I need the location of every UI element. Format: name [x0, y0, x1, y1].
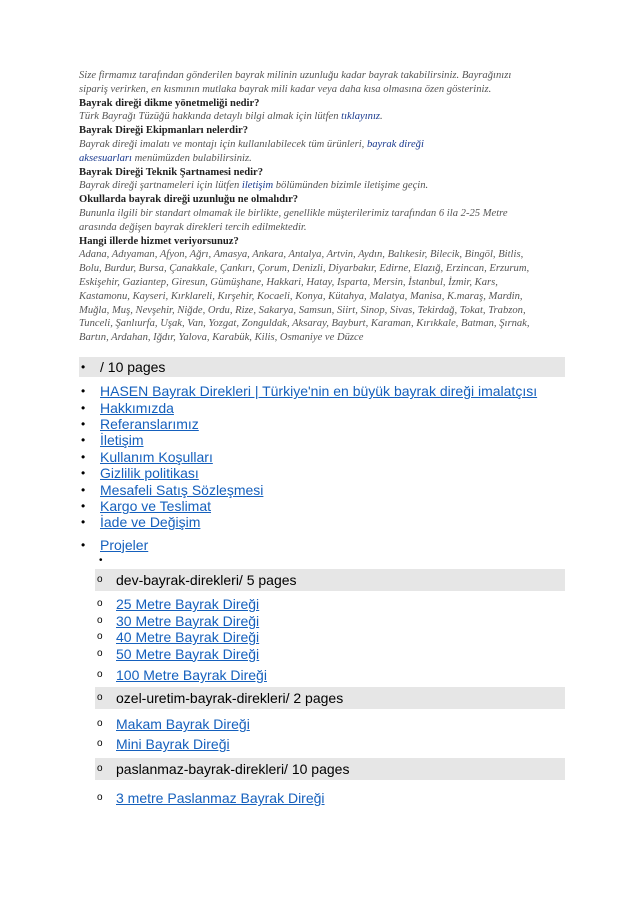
list-item	[79, 481, 565, 497]
bullet-disc: •	[81, 384, 86, 399]
list-item	[79, 449, 565, 465]
text: Bayrak direği imalatı ve montajı için kullanılabilecek tüm ürünleri,	[79, 138, 367, 150]
intro-paragraph	[79, 83, 569, 97]
bullet-disc: •	[81, 537, 86, 552]
cities-line: Tunceli, Şanlıurfa, Uşak, Van, Yozgat, Zonguldak, Aksaray, Bayburt, Karaman, Kırıkkale, Batman, Şırnak,	[79, 318, 530, 330]
page-link-3m-paslanmaz[interactable]: 3 metre Paslanmaz Bayrak Direği	[116, 790, 325, 807]
bullet-disc: •	[81, 400, 86, 415]
bullet-disc: •	[81, 449, 86, 464]
text: Bayrak direği şartnameleri için lütfen	[79, 180, 242, 192]
paragraph-tuzuk	[79, 110, 569, 124]
page-link-makam[interactable]: Makam Bayrak Direği	[116, 716, 250, 733]
bullet-circle: o	[97, 631, 103, 643]
paragraph-sartname	[79, 179, 569, 193]
heading-okullar: Okullarda bayrak direği uzunluğu ne olmalıdır?	[79, 194, 299, 206]
cities-line: Bartın, Ardahan, Iğdır, Yalova, Karabük, Kilis, Osmaniye ve Düzce	[79, 332, 364, 344]
paragraph-okullar	[79, 207, 569, 221]
bullet-circle: o	[97, 598, 103, 610]
heading-iller: Hangi illerde hizmet veriyorsunuz?	[79, 235, 239, 247]
bullet-disc: •	[81, 515, 86, 530]
bullet-circle: o	[97, 692, 103, 704]
heading-sartname: Bayrak Direği Teknik Şartnamesi nedir?	[79, 166, 264, 178]
bullet-disc: •	[81, 482, 86, 497]
bullet-circle: o	[97, 614, 103, 626]
page-link-50m[interactable]: 50 Metre Bayrak Direği	[116, 645, 260, 662]
list-item	[79, 498, 565, 514]
bullet-disc: •	[81, 433, 86, 448]
page-link-iade[interactable]: İade ve Değişim	[100, 514, 201, 531]
page-link-hakkimizda[interactable]: Hakkımızda	[100, 399, 174, 416]
list-item	[95, 613, 565, 629]
page-link-mini[interactable]: Mini Bayrak Direği	[116, 736, 230, 753]
cities-line: Eskişehir, Gaziantep, Giresun, Gümüşhane, Hakkari, Hatay, Isparta, Mersin, İstanbul, İzmir, Kars,	[79, 276, 498, 288]
page-link-iletisim[interactable]: İletişim	[100, 432, 144, 449]
page-link-30m[interactable]: 30 Metre Bayrak Direği	[116, 612, 260, 629]
bullet-circle: o	[97, 718, 103, 730]
page-link-25m[interactable]: 25 Metre Bayrak Direği	[116, 596, 260, 613]
text: .	[380, 111, 383, 123]
list-item	[95, 667, 565, 683]
page-link-40m[interactable]: 40 Metre Bayrak Direği	[116, 629, 260, 646]
bullet-circle: o	[97, 574, 103, 586]
bullet-disc: •	[81, 466, 86, 481]
cities-line: Kastamonu, Kayseri, Kırklareli, Kırşehir, Kocaeli, Konya, Kütahya, Malatya, Manisa, K.maraş, Mardin,	[79, 290, 523, 302]
page-link-100m[interactable]: 100 Metre Bayrak Direği	[116, 667, 267, 684]
list-item	[95, 553, 565, 569]
paragraph-ekipman-cont	[79, 152, 569, 166]
page-link-projeler[interactable]: Projeler	[100, 536, 149, 553]
heading-dikme: Bayrak direği dikme yönetmeliği nedir?	[79, 97, 260, 109]
list-item	[95, 734, 565, 754]
section-header-label: dev-bayrak-direkleri/ 5 pages	[116, 572, 297, 589]
text: bölümünden bizimle iletişime geçin.	[273, 180, 429, 192]
text: menümüzden bulabilirsiniz.	[131, 152, 252, 164]
bullet-circle: o	[97, 669, 103, 681]
bullet-circle: o	[97, 647, 103, 659]
intro-paragraph	[79, 69, 569, 83]
page-link-kullanim[interactable]: Kullanım Koşulları	[100, 448, 213, 465]
list-item	[95, 788, 565, 808]
list-item	[95, 629, 565, 645]
tiklayiniz-link[interactable]: tıklayınız	[341, 111, 381, 123]
cities-line: Muğla, Muş, Nevşehir, Niğde, Ordu, Rize, Sakarya, Samsun, Siirt, Sinop, Sivas, Tekirdağ, Tokat, Trabzon,	[79, 304, 526, 316]
text: Türk Bayrağı Tüzüğü hakkında detaylı bilgi almak için lütfen	[79, 111, 342, 123]
list-item	[79, 399, 565, 415]
paragraph-okullar	[79, 221, 569, 235]
section-header-label: paslanmaz-bayrak-direkleri/ 10 pages	[116, 761, 350, 778]
section-header-ozel	[95, 687, 565, 709]
list-item	[95, 645, 565, 661]
bullet-circle: o	[97, 792, 103, 804]
list-item	[79, 432, 565, 448]
page-link-kargo[interactable]: Kargo ve Teslimat	[100, 497, 212, 514]
paragraph-ekipman	[79, 138, 569, 152]
list-item	[79, 465, 565, 481]
bullet-disc: •	[81, 360, 86, 374]
iletisim-link[interactable]: iletişim	[241, 180, 274, 192]
section-header-paslanmaz	[95, 758, 565, 780]
page-link-mesafeli[interactable]: Mesafeli Satış Sözleşmesi	[100, 481, 264, 498]
text-line: Size firmamız tarafından gönderilen bayrak milinin uzunluğu kadar bayrak takabilirsiniz. Bayrağınızı	[79, 70, 512, 81]
bullet-disc: •	[99, 555, 103, 567]
text-line: Bununla ilgili bir standart olmamak ile birlikte, genellikle müşterilerimiz tarafından 6 ila 2-25 Metre	[79, 207, 508, 219]
list-item	[79, 514, 565, 530]
intro-text-block	[79, 69, 569, 345]
page-link-gizlilik[interactable]: Gizlilik politikası	[100, 465, 199, 482]
heading-ekipman: Bayrak Direği Ekipmanları nelerdir?	[79, 125, 249, 137]
sitemap-root-header	[79, 357, 565, 377]
sitemap-list	[79, 357, 565, 808]
bullet-circle: o	[97, 763, 103, 775]
section-header-label: / 10 pages	[100, 359, 166, 375]
section-header-label: ozel-uretim-bayrak-direkleri/ 2 pages	[116, 690, 344, 707]
bayrak-diregi-link[interactable]: bayrak direği	[366, 138, 424, 150]
text-line: sipariş verirken, en kısmının mutlaka bayrak mili kadar veya daha kısa olmasına özen gösteriniz.	[79, 83, 492, 95]
text-line: arasında değişen bayrak direkleri tercih edilmektedir.	[79, 221, 307, 233]
list-item	[95, 596, 565, 612]
page-link-referanslar[interactable]: Referanslarımız	[100, 415, 199, 432]
bullet-circle: o	[97, 738, 103, 750]
list-item	[79, 383, 565, 399]
bullet-disc: •	[81, 416, 86, 431]
cities-line: Adana, Adıyaman, Afyon, Ağrı, Amasya, Ankara, Antalya, Artvin, Aydın, Balıkesir, Bilecik, Bingöl, Bitlis,	[79, 249, 524, 261]
aksesuarlari-link[interactable]: aksesuarları	[79, 152, 132, 164]
list-item	[79, 537, 565, 553]
section-header-dev	[95, 569, 565, 591]
list-item	[79, 416, 565, 432]
bullet-disc: •	[81, 498, 86, 513]
cities-line: Bolu, Burdur, Bursa, Çanakkale, Çankırı, Çorum, Denizli, Diyarbakır, Edirne, Elazığ, Erzincan, Erzurum,	[79, 263, 530, 275]
list-item	[95, 714, 565, 734]
page-link-home[interactable]: HASEN Bayrak Direkleri | Türkiye'nin en büyük bayrak direği imalatçısı	[100, 383, 538, 400]
